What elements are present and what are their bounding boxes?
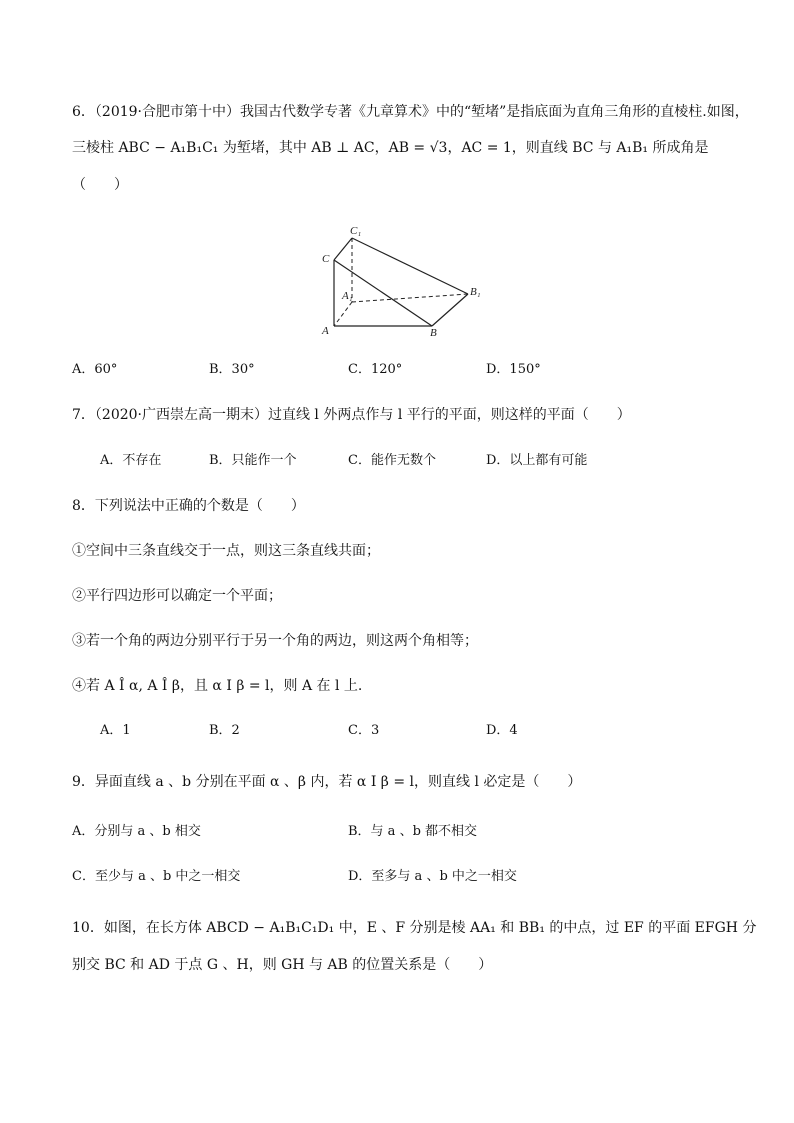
q6-stem-line3: （ ） bbox=[72, 177, 128, 193]
q9-option-c: C．至少与 a 、b 中之一相交 bbox=[72, 869, 241, 884]
q6-option-d: D．150° bbox=[486, 362, 541, 377]
q6-option-b: B．30° bbox=[209, 362, 255, 377]
label-B1: B₁ bbox=[470, 286, 481, 298]
label-A1: A₁ bbox=[342, 290, 353, 302]
label-C: C bbox=[322, 253, 330, 265]
q7-option-d: D．以上都有可能 bbox=[486, 453, 588, 468]
label-B: B bbox=[430, 327, 437, 339]
q8-option-d: D．4 bbox=[486, 723, 518, 738]
q10-stem-line2: 别交 BC 和 AD 于点 G 、H，则 GH 与 AB 的位置关系是（ ） bbox=[72, 957, 493, 973]
q8-option-c: C．3 bbox=[348, 723, 380, 738]
q7-option-b: B．只能作一个 bbox=[209, 453, 297, 468]
q9-option-b: B．与 a 、b 都不相交 bbox=[348, 824, 478, 839]
q9-stem: 9．异面直线 a 、b 分别在平面 α 、β 内，若 α I β = l，则直线 l 必定是（ ） bbox=[72, 774, 582, 790]
q6-stem-line1: 6．（2019·合肥市第十中）我国古代数学专著《九章算术》中的“堑堵”是指底面为直角三角形的直棱柱.如图， bbox=[72, 104, 749, 120]
q8-statement-3: ③若一个角的两边分别平行于另一个角的两边，则这两个角相等； bbox=[72, 633, 478, 649]
q10-stem-line1: 10．如图，在长方体 ABCD − A₁B₁C₁D₁ 中，E 、F 分别是棱 AA₁ 和 BB₁ 的中点，过 EF 的平面 EFGH 分 bbox=[72, 920, 757, 936]
q8-stem: 8．下列说法中正确的个数是（ ） bbox=[72, 498, 305, 514]
q7-option-c: C．能作无数个 bbox=[348, 453, 436, 468]
q9-option-a: A．分别与 a 、b 相交 bbox=[72, 824, 201, 839]
q6-option-a: A．60° bbox=[72, 362, 118, 377]
q7-option-a: A．不存在 bbox=[100, 453, 162, 468]
q6-stem-line2: 三棱柱 ABC − A₁B₁C₁ 为堑堵，其中 AB ⊥ AC，AB = √3，AC = 1，则直线 BC 与 A₁B₁ 所成角是 bbox=[72, 140, 709, 156]
label-C1: C₁ bbox=[350, 225, 362, 237]
q8-statement-2: ②平行四边形可以确定一个平面； bbox=[72, 588, 282, 604]
q8-statement-4: ④若 A Î α, A Î β，且 α I β = l，则 A 在 l 上. bbox=[72, 678, 363, 694]
q8-option-a: A．1 bbox=[100, 723, 131, 738]
q9-option-d: D．至多与 a 、b 中之一相交 bbox=[348, 869, 517, 884]
q8-option-b: B．2 bbox=[209, 723, 240, 738]
q6-option-c: C．120° bbox=[348, 362, 403, 377]
q8-statement-1: ①空间中三条直线交于一点，则这三条直线共面； bbox=[72, 543, 380, 559]
label-A: A bbox=[322, 325, 329, 337]
prism-figure bbox=[318, 222, 488, 342]
q7-stem: 7．（2020·广西崇左高一期末）过直线 l 外两点作与 l 平行的平面，则这样的平面（ ） bbox=[72, 407, 631, 423]
